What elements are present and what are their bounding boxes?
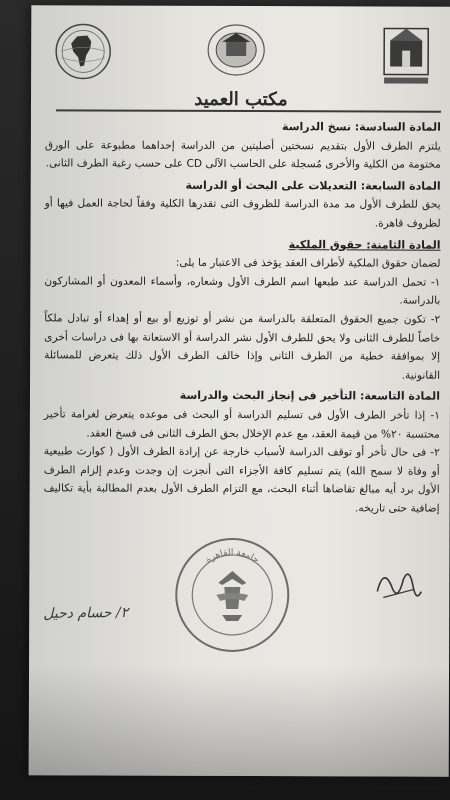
svg-text:جامعة القاهرة	[204, 548, 261, 566]
handwritten-note: ٢/ حسام دحيل	[43, 604, 129, 623]
article-7-heading: المادة السابعة: التعديلات على البحث أو الدراسة	[185, 178, 441, 193]
official-seal-stamp	[172, 535, 292, 659]
cairo-university-logo	[376, 22, 436, 88]
article-6-body: يلتزم الطرف الأول بتقديم نسختين أصليتين من الدراسة إحداهما مطبوعة على الورق مختومة من الكلية والأخرى مُسجلة على الحاسب الآلى CD على حسب رغبة الطرف الثانى.	[44, 138, 441, 171]
article-7-body: يحق للطرف الأول مد مدة الدراسة للظروف التى تقدرها الكلية وفقاً لحاجة العمل فيها أو لظروف قاهرة.	[44, 197, 441, 230]
article-8-item-2: ٢- تكون جميع الحقوق المتعلقة بالدراسة من نشر أو توزيع أو بيع أو إهداء أو تبادل ملكاً خاصاً للطرف الثانى ولا يحق للطرف الأول نشر الدراسة أو الاستعانة بها فى دراسات أخرى إلا بموافقة خطية من الطرف الثانى وإذا خالف الطرف الأول ذلك يتعرض للمسائلة القانونية.	[44, 312, 441, 382]
page-shadow	[29, 665, 449, 776]
article-9-item-2: ٢- فى حال تأخر أو توقف الدراسة لأسباب خارجة عن إرادة الطرف الأول ( كوارث طبيعية أو وفاة لا سمح الله) يتم تسليم كافة الأجزاء التى أنجزت إن وجدت وعدم إلزام الطرف الأول برد أيه مبالغ تقاضاها أثناء البحث، مع التزام الطرف الأول بعدم المطالبة بأية تكاليف إضافية حتى تاريخه.	[43, 445, 440, 515]
contract-body	[44, 117, 441, 518]
seal-text: جامعة القاهرة	[204, 547, 261, 566]
article-6-heading: المادة السادسة: نسخ الدراسة	[282, 120, 441, 134]
document-page	[29, 5, 450, 776]
article-8-heading: المادة الثامنة: حقوق الملكية	[288, 237, 441, 252]
article-8-item-1: ١- تحمل الدراسة عند طبعها اسم الطرف الأول وشعاره، وأسماء المعدون أو المشاركون بالدراسة.	[44, 275, 441, 308]
africa-globe-logo	[53, 21, 113, 83]
article-8-intro: لضمان حقوق الملكية لأطراف العقد يؤخذ فى الاعتبار ما يلى:	[175, 256, 441, 270]
university-seal-logo	[204, 22, 268, 80]
office-title: مكتب العميد	[194, 88, 288, 111]
signature-scribble	[369, 561, 429, 615]
header-divider	[56, 109, 441, 112]
article-9-item-1: ١- إذا تأخر الطرف الأول فى تسليم الدراسة أو البحث فى موعده يتعرض لغرامة تأخير محتسبة ٢٠% من قيمة العقد، مع عدم الإخلال بحق الطرف الثانى فى فسخ العقد.	[43, 408, 440, 441]
article-9-heading: المادة التاسعة: التأخير فى إنجاز البحث والدراسة	[179, 389, 441, 404]
